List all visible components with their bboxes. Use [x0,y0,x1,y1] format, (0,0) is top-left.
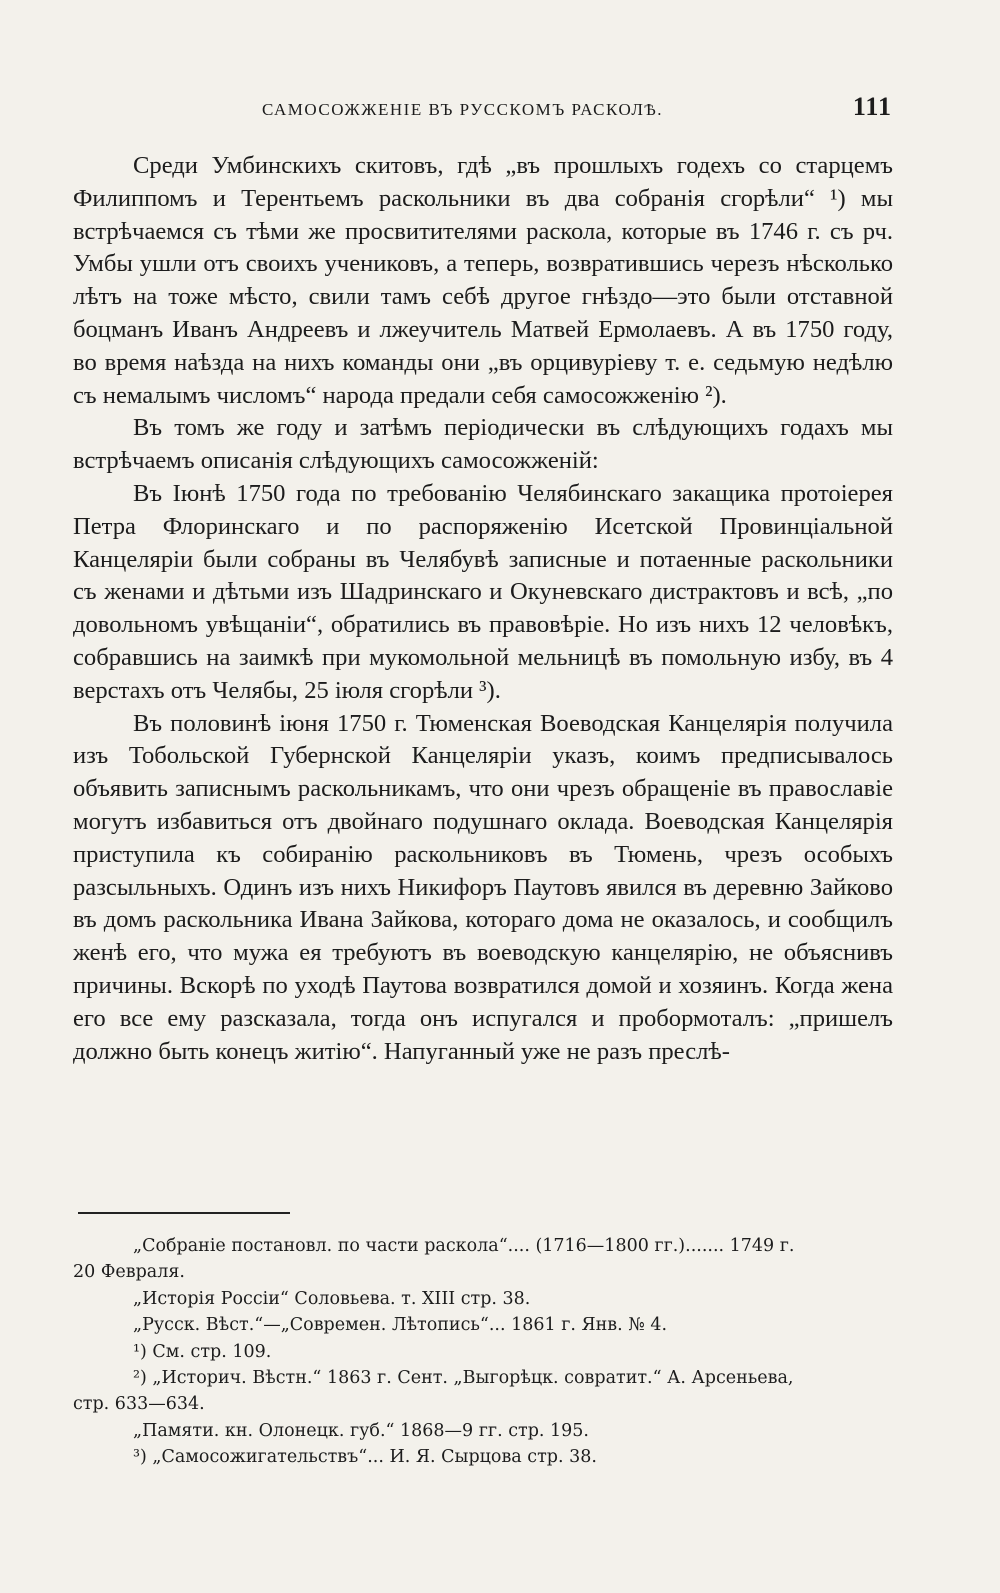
footnote-line: „Русск. Вѣст.“—„Современ. Лѣтопись“... 1861 г. Янв. № 4. [133,1315,668,1336]
footnote-line: ³) „Самосожигательствъ“... И. Я. Сырцова стр. 38. [133,1447,597,1468]
paragraph: Въ половинѣ іюня 1750 г. Тюменская Воеводская Канцелярія получила изъ Тобольской Губернской Канцеляріи указъ, коимъ предписывалось объявить записнымъ раскольникамъ, что они чрезъ обращеніе въ православіе могутъ избавиться отъ двойнаго подушнаго оклада. Воеводская Канцелярія приступила къ собиранію раскольниковъ въ Тюмень, чрезъ особыхъ разсыльныхъ. Одинъ изъ нихъ Никифоръ Паутовъ явился въ деревню Зайково въ домъ раскольника Ивана Зайкова, котораго дома не оказалось, и сообщилъ женѣ его, что мужа ея требуютъ въ воеводскую канцелярію, не объяснивъ причины. Вскорѣ по уходѣ Паутова возвратился домой и хозяинъ. Когда жена его все ему разсказала, тогда онъ испугался и пробормоталъ: „пришелъ должно быть конецъ житію“. Напуганный уже не разъ преслѣ- [73,709,893,1065]
footnotes [73,1233,893,1471]
footnote-line: „Собраніе постановл. по части раскола“.... (1716—1800 гг.)....... 1749 г. [133,1236,795,1256]
paragraph: Въ томъ же году и затѣмъ періодически въ слѣдующихъ годахъ мы встрѣчаемъ описанія слѣдующихъ самосожженій: [73,414,893,475]
paragraph: Среди Умбинскихъ скитовъ, гдѣ „въ прошлыхъ годехъ со старцемъ Филиппомъ и Терентьемъ раскольники въ два собранія сгорѣли“ ¹) мы встрѣчаемся съ тѣми же просвитителями раскола, которые въ 1746 г. съ рч. Умбы ушли отъ своихъ учениковъ, а теперь, возвратившись черезъ нѣсколько лѣтъ на тоже мѣсто, свили тамъ себѣ другое гнѣздо—это были отставной боцманъ Иванъ Андреевъ и лжеучитель Матвей Ермолаевъ. А въ 1750 году, во время наѣзда на нихъ команды они „въ орцивуріеву т. е. седьмую недѣлю съ немалымъ числомъ“ народа предали себя самосожженію ²). [73,152,893,409]
paragraph: Въ Іюнѣ 1750 года по требованію Челябинскаго закащика протоіерея Петра Флоринскаго и по распоряженію Исетской Провинціальной Канцеляріи были собраны въ Челябувѣ записные и потаенные раскольники съ женами и дѣтьми изъ Шадринскаго и Окуневскаго дистрактовъ и всѣ, „по довольномъ увѣщаніи“, обратились въ правовѣріе. Но изъ нихъ 12 человѣкъ, собравшись на заимкѣ при мукомольной мельницѣ въ помольную избу, въ 4 верстахъ отъ Челябы, 25 іюля сгорѣли ³). [73,479,893,704]
footnote-line: „Исторія Россіи“ Соловьева. т. XIII стр. 38. [133,1288,531,1309]
footnote-line: 20 Февраля. [73,1262,185,1283]
body-text [73,150,893,1068]
page-number: 111 [852,92,892,121]
footnote-line: ²) „Историч. Вѣстн.“ 1863 г. Сент. „Выгорѣцк. совратит.“ А. Арсеньева, [133,1368,794,1389]
footnote-line: стр. 633—634. [73,1394,205,1415]
footnote-line: ¹) См. стр. 109. [133,1341,272,1362]
footnote-line: „Памяти. кн. Олонецк. губ.“ 1868—9 гг. стр. 195. [133,1420,589,1441]
running-title: САМОСОЖЖЕНІЕ ВЪ РУССКОМЪ РАСКОЛѢ. [262,100,664,119]
footnote-rule [78,1212,290,1214]
running-header [262,92,892,122]
